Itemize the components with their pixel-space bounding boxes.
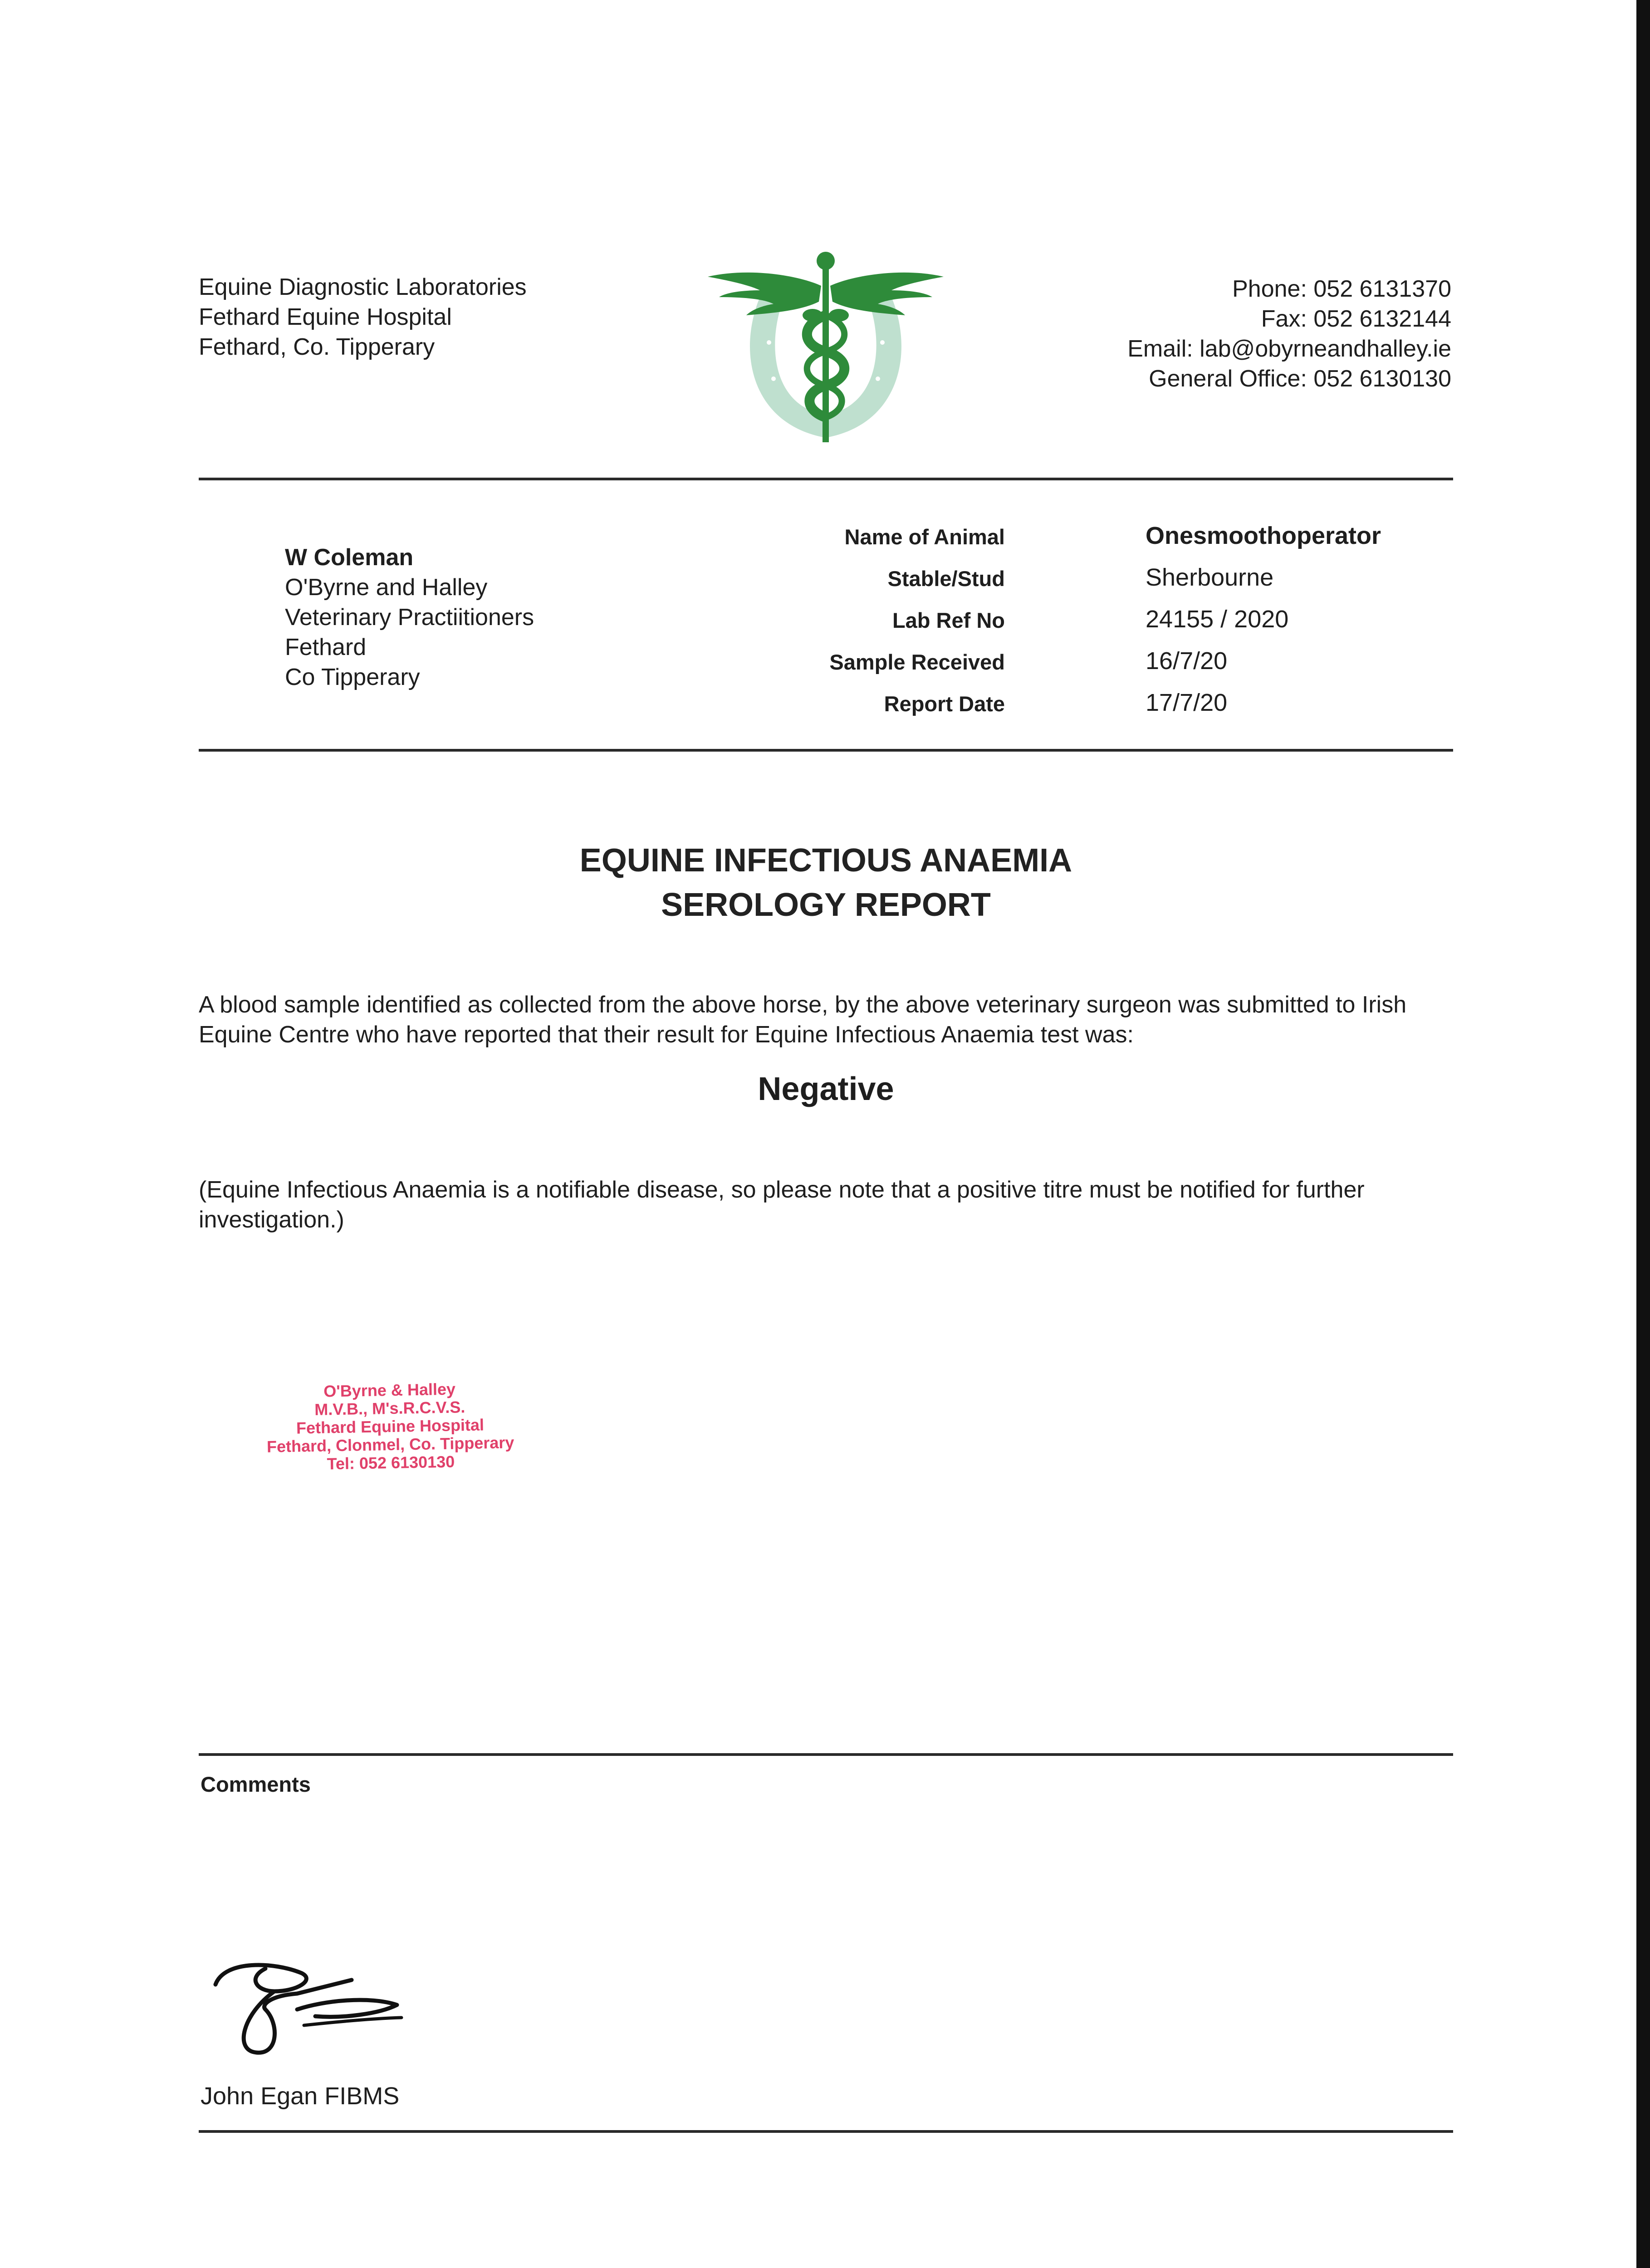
recipient-practice: O'Byrne and Halley (285, 574, 488, 601)
contact-info (952, 274, 1451, 394)
detail-label: Lab Ref No (892, 608, 1005, 632)
detail-value: Sherbourne (1146, 564, 1274, 591)
recipient-type: Veterinary Practiitioners (285, 604, 534, 631)
email-address: Email: lab@obyrneandhalley.ie (1127, 336, 1451, 362)
detail-row-sample-received (829, 642, 1479, 684)
comments-divider (199, 1753, 1453, 1756)
report-title-line2: SEROLOGY REPORT (661, 887, 991, 923)
detail-value: 24155 / 2020 (1146, 606, 1289, 633)
practice-stamp (244, 1378, 536, 1474)
comments-label: Comments (201, 1772, 311, 1796)
detail-value: Onesmoothoperator (1146, 522, 1381, 549)
lab-hospital: Fethard Equine Hospital (199, 304, 452, 330)
scan-edge (1636, 0, 1650, 2268)
recipient-address (285, 543, 534, 692)
stamp-line: Fethard, Clonmel, Co. Tipperary (266, 1433, 514, 1456)
lab-address (199, 272, 527, 362)
report-title-line1: EQUINE INFECTIOUS ANAEMIA (579, 842, 1072, 879)
fax-number: Fax: 052 6132144 (1261, 306, 1451, 332)
signer-name: John Egan FIBMS (201, 2082, 400, 2110)
stamp-line: Fethard Equine Hospital (296, 1415, 485, 1437)
detail-label: Report Date (884, 692, 1005, 716)
stamp-line: Tel: 052 6130130 (327, 1452, 455, 1473)
detail-row-stable (889, 559, 1479, 601)
detail-row-animal-name (844, 517, 1479, 559)
detail-value: 17/7/20 (1146, 689, 1228, 716)
lab-name: Equine Diagnostic Laboratories (199, 274, 527, 300)
notifiable-note: (Equine Infectious Anaemia is a notifiable disease, so please note that a positive titre must be notified for further investigation.) (199, 1177, 1365, 1233)
signature-image (206, 1941, 415, 2062)
detail-value: 16/7/20 (1146, 647, 1228, 675)
footer-divider (199, 2130, 1453, 2133)
header-divider (199, 478, 1453, 480)
phone-number: Phone: 052 6131370 (1232, 276, 1451, 302)
caduceus-horseshoe-icon (705, 247, 946, 451)
report-title (199, 838, 1453, 927)
test-result: Negative (758, 1071, 894, 1107)
recipient-town: Fethard (285, 634, 367, 660)
detail-label: Stable/Stud (887, 567, 1005, 591)
details-divider (199, 749, 1453, 752)
general-office-number: General Office: 052 6130130 (1149, 366, 1451, 392)
report-intro: A blood sample identified as collected from the above horse, by the above veterinary surgeon was submitted to Irish Equine Centre who have reported that their result for Equine Infectious Anaemia test was: (199, 992, 1407, 1048)
detail-label: Name of Animal (844, 525, 1005, 549)
detail-row-report-date (884, 684, 1479, 726)
detail-row-lab-ref (889, 601, 1479, 642)
recipient-county: Co Tipperary (285, 664, 420, 690)
recipient-name: W Coleman (285, 544, 414, 571)
lab-location: Fethard, Co. Tipperary (199, 334, 435, 360)
stamp-line: M.V.B., M's.R.C.V.S. (314, 1398, 465, 1419)
stamp-line: O'Byrne & Halley (323, 1379, 456, 1401)
detail-label: Sample Received (829, 650, 1005, 674)
